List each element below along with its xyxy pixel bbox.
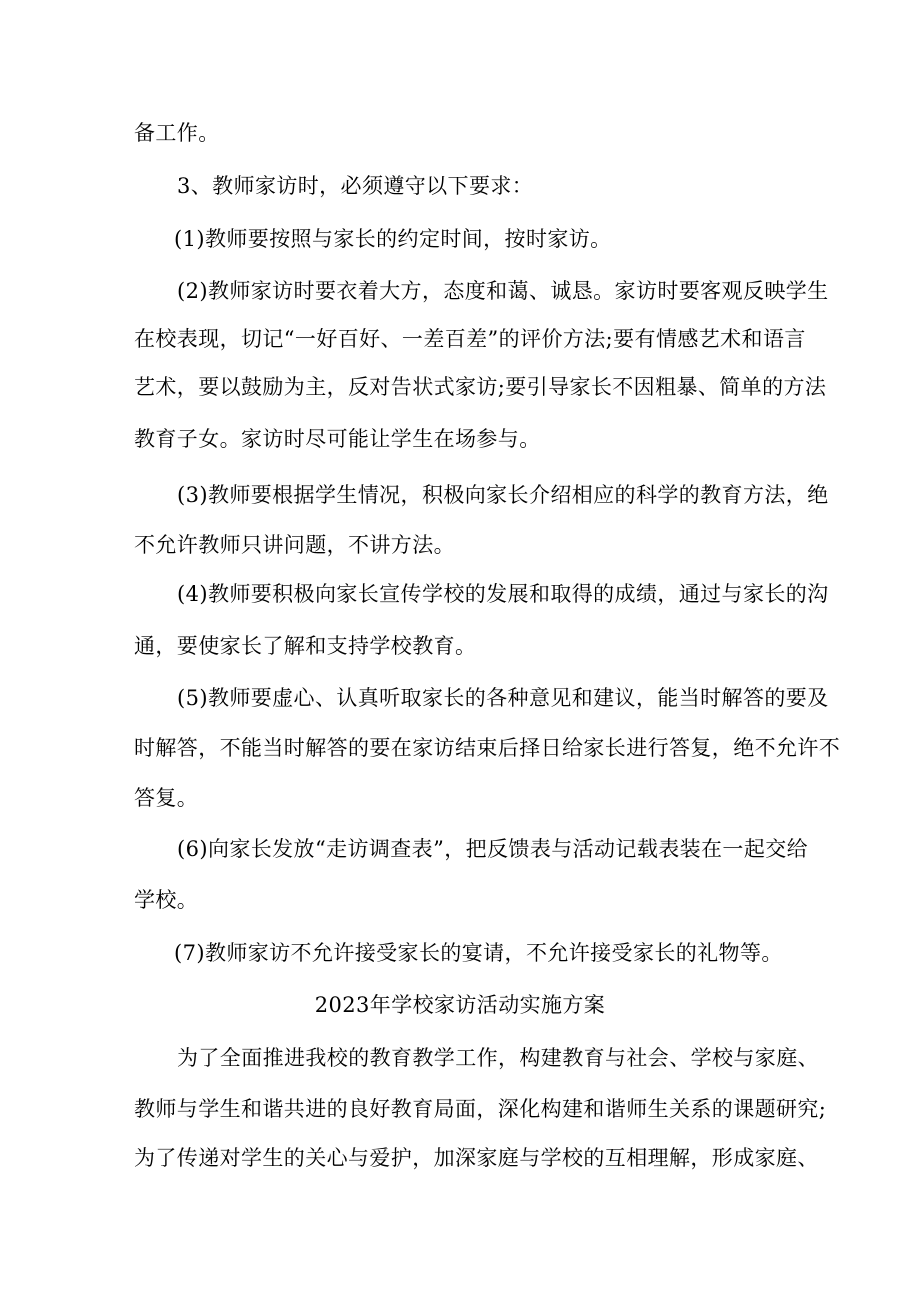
intro-paragraph-line: 教师与学生和谐共进的良好教育局面，深化构建和谐师生关系的课题研究; — [134, 1097, 827, 1121]
requirement-item-2: (2)教师家访时要衣着大方，态度和蔼、诚恳。家访时要客观反映学生 — [177, 279, 829, 303]
text-line: 艺术，要以鼓励为主，反对告状式家访;要引导家长不因粗暴、简单的方法 — [134, 375, 827, 399]
text-line: 在校表现，切记“一好百好、一差百差”的评价方法;要有情感艺术和语言 — [134, 327, 806, 351]
text-line: 时解答，不能当时解答的要在家访结束后择日给家长进行答复，绝不允许不 — [134, 736, 841, 760]
intro-paragraph-line: 为了传递对学生的关心与爱护，加深家庭与学校的互相理解，形成家庭、 — [134, 1146, 819, 1170]
requirement-item-7: (7)教师家访不允许接受家长的宴请，不允许接受家长的礼物等。 — [174, 941, 783, 965]
text-line: 教育子女。家访时尽可能让学生在场参与。 — [134, 427, 541, 451]
requirement-item-1: (1)教师要按照与家长的约定时间，按时家访。 — [174, 227, 612, 251]
requirement-item-4: (4)教师要积极向家长宣传学校的发展和取得的成绩，通过与家长的沟 — [177, 582, 829, 606]
text-line: 答复。 — [134, 786, 199, 810]
text-line: 备工作。 — [134, 121, 220, 145]
section-heading: 3、教师家访时，必须遵守以下要求： — [177, 174, 534, 198]
text-line: 学校。 — [134, 888, 199, 912]
text-line: 不允许教师只讲问题，不讲方法。 — [134, 533, 455, 557]
text-line: 通，要使家长了解和支持学校教育。 — [134, 634, 477, 658]
requirement-item-5: (5)教师要虚心、认真听取家长的各种意见和建议，能当时解答的要及 — [177, 686, 829, 710]
intro-paragraph-line: 为了全面推进我校的教育教学工作，构建教育与社会、学校与家庭、 — [177, 1046, 819, 1070]
document-title: 2023年学校家访活动实施方案 — [314, 993, 606, 1017]
requirement-item-3: (3)教师要根据学生情况，积极向家长介绍相应的科学的教育方法，绝 — [177, 483, 829, 507]
requirement-item-6: (6)向家长发放“走访调查表”，把反馈表与活动记载表装在一起交给 — [177, 837, 809, 861]
